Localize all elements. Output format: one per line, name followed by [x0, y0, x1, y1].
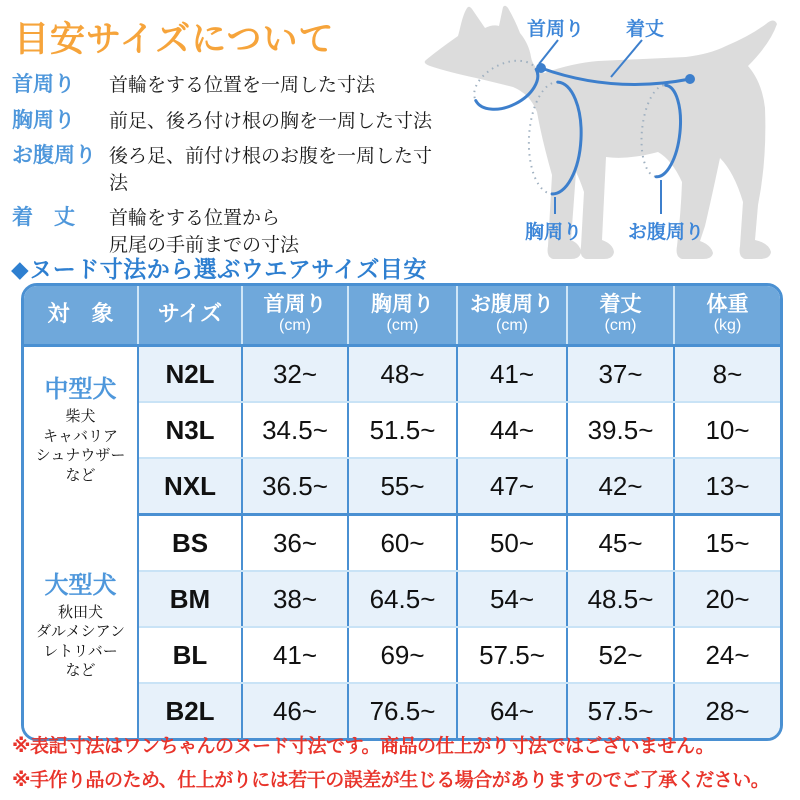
cell-weight: 15~	[674, 515, 780, 572]
cell-length: 48.5~	[567, 571, 674, 627]
cell-length: 52~	[567, 627, 674, 683]
header-neck: 首周り (cm)	[242, 286, 348, 346]
table-row	[24, 571, 780, 627]
cell-weight: 28~	[674, 683, 780, 738]
neck-label-leader	[539, 40, 558, 64]
table-row	[24, 402, 780, 458]
cell-chest: 69~	[348, 627, 457, 683]
definition-term: 胸周り	[12, 108, 75, 132]
cell-weight: 8~	[674, 346, 780, 403]
table-row	[24, 683, 780, 738]
group-cell-medium-dog	[24, 346, 138, 515]
size-code: BS	[138, 515, 242, 572]
cell-chest: 76.5~	[348, 683, 457, 738]
cell-weight: 13~	[674, 458, 780, 515]
table-row	[24, 458, 780, 515]
cell-belly: 47~	[457, 458, 567, 515]
definition-desc: 後ろ足、前付け根のお腹を一周した寸法	[109, 146, 433, 194]
cell-chest: 60~	[348, 515, 457, 572]
cell-weight: 20~	[674, 571, 780, 627]
definition-desc-line1: 首輪をする位置から	[109, 208, 281, 230]
cell-belly: 50~	[457, 515, 567, 572]
cell-belly: 57.5~	[457, 627, 567, 683]
page-title: 目安サイズについて	[14, 20, 335, 59]
note-line: ※手作り品のため、仕上がりには若干の誤差が生じる場合がありますのでご了承ください。	[12, 770, 770, 791]
cell-length: 57.5~	[567, 683, 674, 738]
group-cell-large-dog	[24, 515, 138, 739]
cell-chest: 51.5~	[348, 402, 457, 458]
cell-neck: 36.5~	[242, 458, 348, 515]
size-code: BL	[138, 627, 242, 683]
breed: ダルメシアン	[36, 623, 125, 641]
cell-chest: 48~	[348, 346, 457, 403]
length-end-dot	[685, 74, 695, 84]
dog-measurement-diagram	[408, 0, 800, 278]
breed: 秋田犬	[57, 603, 103, 621]
header-chest: 胸周り (cm)	[348, 286, 457, 346]
definition-desc: 前足、後ろ付け根の胸を一周した寸法	[109, 110, 433, 132]
cell-weight: 24~	[674, 627, 780, 683]
dog-silhouette	[425, 6, 777, 259]
size-code: B2L	[138, 683, 242, 738]
breed: など	[65, 466, 96, 484]
breed: レトリバー	[43, 642, 118, 660]
cell-chest: 64.5~	[348, 571, 457, 627]
header-size: サイズ	[138, 286, 242, 346]
definition-term: 着 丈	[12, 206, 75, 230]
cell-neck: 36~	[242, 515, 348, 572]
note-line: ※表記寸法はワンちゃんのヌード寸法です。商品の仕上がり寸法ではございません。	[12, 736, 715, 757]
definition-desc-line2: 尻尾の手前までの寸法	[109, 234, 300, 256]
definition-chest	[12, 108, 442, 136]
length-start-dot	[536, 63, 546, 73]
header-weight: 体重 (kg)	[674, 286, 780, 346]
cell-chest: 55~	[348, 458, 457, 515]
cell-length: 45~	[567, 515, 674, 572]
cell-belly: 64~	[457, 683, 567, 738]
header-length: 着丈 (cm)	[567, 286, 674, 346]
group-name: 大型犬	[44, 571, 117, 599]
table-header-row	[24, 286, 780, 346]
table-row	[24, 346, 780, 403]
cell-neck: 41~	[242, 627, 348, 683]
size-table	[24, 286, 780, 738]
cell-neck: 34.5~	[242, 402, 348, 458]
breed: シュナウザー	[35, 447, 126, 465]
size-code: BM	[138, 571, 242, 627]
cell-belly: 44~	[457, 402, 567, 458]
section-title: ◆ヌード寸法から選ぶウエアサイズ目安	[11, 256, 427, 282]
group-name: 中型犬	[44, 376, 117, 404]
diagram-neck-label: 首周り	[527, 19, 585, 40]
footer-notes	[12, 731, 769, 799]
cell-length: 39.5~	[567, 402, 674, 458]
cell-belly: 54~	[457, 571, 567, 627]
size-code: N2L	[138, 346, 242, 403]
cell-belly: 41~	[457, 346, 567, 403]
definition-term: お腹周り	[12, 144, 96, 168]
cell-length: 37~	[567, 346, 674, 403]
size-table-container	[21, 283, 783, 741]
cell-neck: 32~	[242, 346, 348, 403]
measurement-definitions	[12, 72, 442, 268]
definition-term: 首周り	[12, 73, 75, 96]
table-row	[24, 515, 780, 572]
definition-belly	[12, 143, 442, 197]
breed: 柴犬	[65, 408, 96, 426]
diagram-chest-label: 胸周り	[525, 222, 583, 243]
diagram-length-label: 着丈	[626, 19, 665, 40]
cell-length: 42~	[567, 458, 674, 515]
cell-weight: 10~	[674, 402, 780, 458]
dog-diagram-svg	[408, 0, 800, 278]
definition-desc: 首輪をする位置を一周した寸法	[109, 75, 376, 96]
header-belly: お腹周り (cm)	[457, 286, 567, 346]
breed: キャバリア	[42, 427, 118, 445]
diagram-belly-label: お腹周り	[628, 222, 705, 243]
size-code: NXL	[138, 458, 242, 515]
definition-neck	[12, 72, 442, 100]
breed: など	[65, 662, 96, 680]
header-target: 対 象	[24, 286, 138, 346]
table-row	[24, 627, 780, 683]
cell-neck: 46~	[242, 683, 348, 738]
size-code: N3L	[138, 402, 242, 458]
cell-neck: 38~	[242, 571, 348, 627]
